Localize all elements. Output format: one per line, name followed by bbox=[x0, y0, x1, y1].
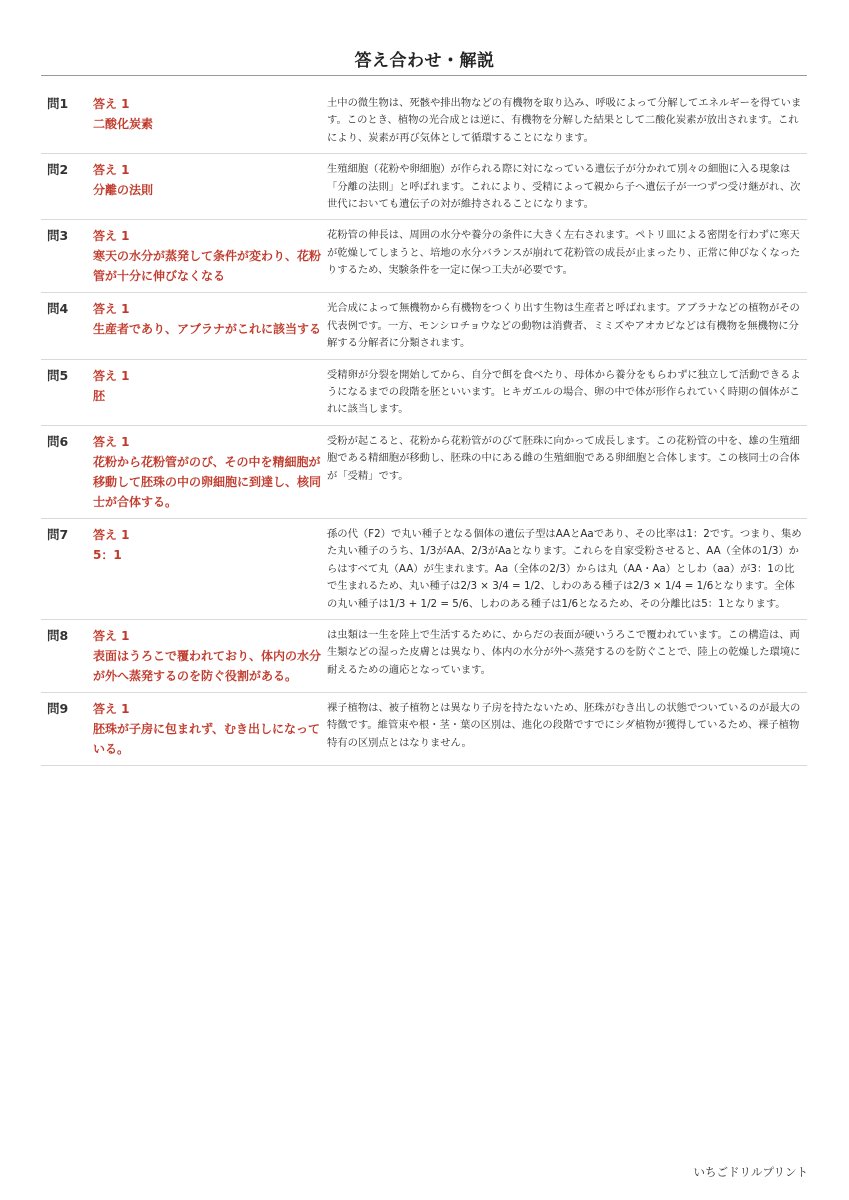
answer-cell bbox=[93, 160, 327, 213]
answer-row-3 bbox=[41, 220, 807, 293]
answer-row-5 bbox=[41, 360, 807, 426]
question-number: 問2 bbox=[47, 162, 69, 178]
explanation-text: 裸子植物は、被子植物とは異なり子房を持たないため、胚珠がむき出しの状態でついているのが最大の特徴です。維管束や根・茎・葉の区別は、進化の段階ですでにシダ植物が獲得しているため、裸子植物特有の区別点とはなりません。 bbox=[327, 701, 801, 749]
answer-label: 答え 1 bbox=[93, 628, 130, 643]
answer-label: 答え 1 bbox=[93, 368, 130, 383]
answer-row-9 bbox=[41, 693, 807, 766]
answer-label: 答え 1 bbox=[93, 163, 130, 178]
answer-label: 答え 1 bbox=[93, 527, 130, 542]
answer-label: 答え 1 bbox=[93, 229, 130, 244]
answer-cell bbox=[93, 699, 327, 759]
answer-text: 表面はうろこで覆われており、体内の水分が外へ蒸発するのを防ぐ役割がある。 bbox=[93, 648, 322, 683]
explanation-text: 受精卵が分裂を開始してから、自分で餌を食べたり、母体から養分をもらわずに独立して活動できるようになるまでの段階を胚といいます。ヒキガエルの場合、卵の中で体が形作られていく時期の個体がこれに該当します。 bbox=[327, 368, 801, 416]
question-number: 問8 bbox=[47, 627, 69, 643]
explanation-text: 土中の微生物は、死骸や排出物などの有機物を取り込み、呼吸によって分解してエネルギーを得ています。このとき、植物の光合成とは逆に、有機物を分解した結果として二酸化炭素が放出されます。これにより、炭素が再び気体として循環することになります。 bbox=[327, 97, 802, 144]
answer-row-6 bbox=[41, 426, 807, 519]
explanation-text: 花粉管の伸長は、周囲の水分や養分の条件に大きく左右されます。ペトリ皿による密閉を行わずに寒天が乾燥してしまうと、培地の水分バランスが崩れて花粉管の成長が止まったり、正常に伸びなくなったりするため、実験条件を一定に保つ工夫が必要です。 bbox=[327, 229, 801, 277]
answer-cell bbox=[93, 94, 327, 147]
page-title: 答え合わせ・解説 bbox=[354, 51, 495, 71]
answer-row-4 bbox=[41, 293, 807, 359]
answer-cell bbox=[93, 299, 327, 352]
answer-cell bbox=[93, 366, 327, 419]
question-number: 問7 bbox=[47, 526, 69, 542]
explanation-text: 受粉が起こると、花粉から花粉管がのびて胚珠に向かって成長します。この花粉管の中を、雄の生殖細胞である精細胞が移動し、胚珠の中にある雌の生殖細胞である卵細胞と合体します。この核同士の合体が「受精」です。 bbox=[327, 434, 800, 482]
question-number: 問1 bbox=[47, 96, 69, 111]
answer-row-2 bbox=[41, 154, 807, 220]
answer-text: 生産者であり、アブラナがこれに該当する bbox=[93, 322, 322, 337]
answer-label: 答え 1 bbox=[93, 97, 130, 111]
answer-text: 二酸化炭素 bbox=[93, 117, 154, 131]
answer-label: 答え 1 bbox=[93, 302, 130, 317]
answer-text: 寒天の水分が蒸発して条件が変わり、花粉管が十分に伸びなくなる bbox=[93, 249, 322, 284]
footer-brand: いちごドリルプリント bbox=[693, 1165, 808, 1179]
answer-cell bbox=[93, 626, 327, 686]
title-divider bbox=[41, 75, 807, 76]
question-number: 問4 bbox=[47, 301, 69, 317]
answer-list bbox=[41, 88, 807, 766]
question-number: 問5 bbox=[47, 367, 69, 383]
answer-row-8 bbox=[41, 620, 807, 693]
answer-row-1 bbox=[41, 88, 807, 154]
explanation-text: は虫類は一生を陸上で生活するために、からだの表面が硬いうろこで覆われています。この構造は、両生類などの湿った皮膚とは異なり、体内の水分が外へ蒸発するのを防ぐことで、陸上の乾燥した環境に耐えるための適応となっています。 bbox=[327, 628, 801, 676]
explanation-text: 光合成によって無機物から有機物をつくり出す生物は生産者と呼ばれます。アブラナなどの植物がその代表例です。一方、モンシロチョウなどの動物は消費者、ミミズやアオカビなどは有機物を無機物に分解する分解者に分類されます。 bbox=[327, 302, 800, 350]
question-number: 問3 bbox=[47, 228, 69, 244]
question-number: 問6 bbox=[47, 433, 69, 449]
answer-cell bbox=[93, 226, 327, 286]
answer-text: 胚珠が子房に包まれず、むき出しになっている。 bbox=[93, 721, 321, 756]
answer-text: 分離の法則 bbox=[93, 183, 154, 198]
answer-label: 答え 1 bbox=[93, 701, 130, 716]
question-number: 問9 bbox=[47, 700, 69, 716]
answer-text: 花粉から花粉管がのび、その中を精細胞が移動して胚珠の中の卵細胞に到達し、核同士が合体する。 bbox=[93, 454, 322, 509]
explanation-text: 孫の代（F2）で丸い種子となる個体の遺伝子型はAAとAaであり、その比率は1：2です。つまり、集めた丸い種子のうち、1/3がAA、2/3がAaとなります。これらを自家受粉させると、AA（全体の1/3）からはすべて丸（AA）が生まれます。Aa（全体の2/3）からは丸（AA・Aa）としわ（aa）が3：1の比で生まれるため、丸い種子は2/3 × 3/4 = 1/2、しわのある種子は2/3 × 1/4 = 1/6となります。全体の丸い種子は1/3 + 1/2 = 5/6、しわのある種子は1/6となるため、その分離比は5：1となります。 bbox=[327, 527, 802, 610]
explanation-text: 生殖細胞（花粉や卵細胞）が作られる際に対になっている遺伝子が分かれて別々の細胞に入る現象は「分離の法則」と呼ばれます。これにより、受精によって親から子へ遺伝子が一つずつ受け継がれ、次世代においても遺伝子の対が維持されることになります。 bbox=[327, 163, 801, 211]
answer-cell bbox=[93, 432, 327, 512]
answer-label: 答え 1 bbox=[93, 434, 130, 449]
answer-text: 5：1 bbox=[93, 547, 122, 562]
answer-text: 胚 bbox=[93, 388, 106, 403]
answer-cell bbox=[93, 525, 327, 613]
answer-row-7 bbox=[41, 519, 807, 620]
